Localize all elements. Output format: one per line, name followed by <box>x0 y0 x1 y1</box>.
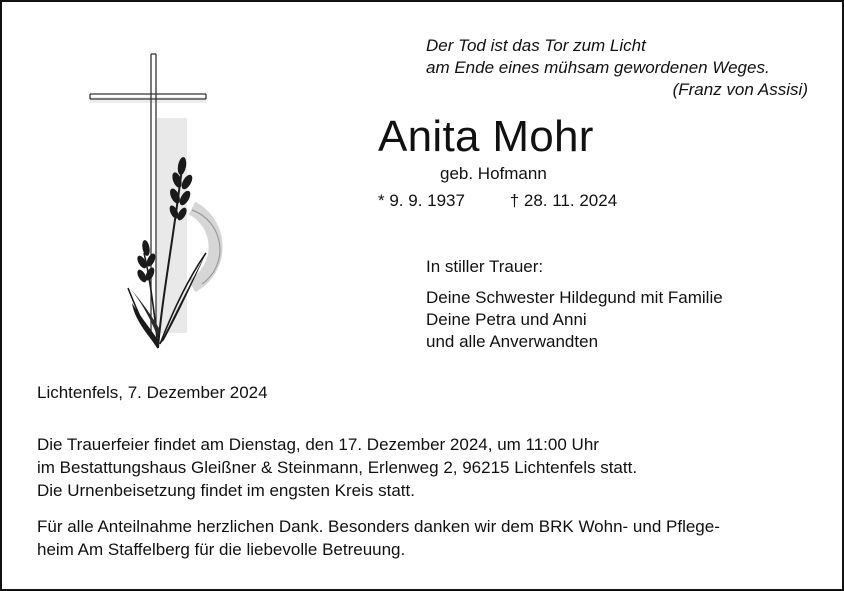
mourners-heading: In stiller Trauer: <box>426 257 544 276</box>
funeral-info-line: Die Urnenbeisetzung findet im engsten Kreis statt. <box>37 481 415 500</box>
birth-name: geb. Hofmann <box>440 164 547 183</box>
funeral-info-line: im Bestattungshaus Gleißner & Steinmann, Erlenweg 2, 96215 Lichtenfels statt. <box>37 458 638 477</box>
mourners-block <box>426 256 723 353</box>
thanks-line: heim Am Staffelberg für die liebevolle Betreuung. <box>37 540 406 559</box>
quote-author: (Franz von Assisi) <box>672 80 808 99</box>
thanks-text <box>37 515 720 561</box>
mourner-line: Deine Schwester Hildegund mit Familie <box>426 288 723 307</box>
quote-line-2: am Ende eines mühsam gewordenen Weges. <box>426 58 770 77</box>
birth-date: * 9. 9. 1937 <box>378 191 465 210</box>
funeral-info-line: Die Trauerfeier findet am Dienstag, den 17. Dezember 2024, um 11:00 Uhr <box>37 435 599 454</box>
deceased-name: Anita Mohr <box>378 112 594 161</box>
place-and-date: Lichtenfels, 7. Dezember 2024 <box>37 383 268 402</box>
death-date: † 28. 11. 2024 <box>509 191 618 210</box>
life-dates <box>378 190 617 212</box>
mourner-line: und alle Anverwandten <box>426 332 599 351</box>
memorial-quote <box>426 35 816 101</box>
quote-line-1: Der Tod ist das Tor zum Licht <box>426 36 646 55</box>
cross-with-wheat-icon <box>84 48 244 353</box>
funeral-info <box>37 433 637 502</box>
thanks-line: Für alle Anteilnahme herzlichen Dank. Besonders danken wir dem BRK Wohn- und Pflege- <box>37 517 720 536</box>
mourner-line: Deine Petra und Anni <box>426 310 587 329</box>
